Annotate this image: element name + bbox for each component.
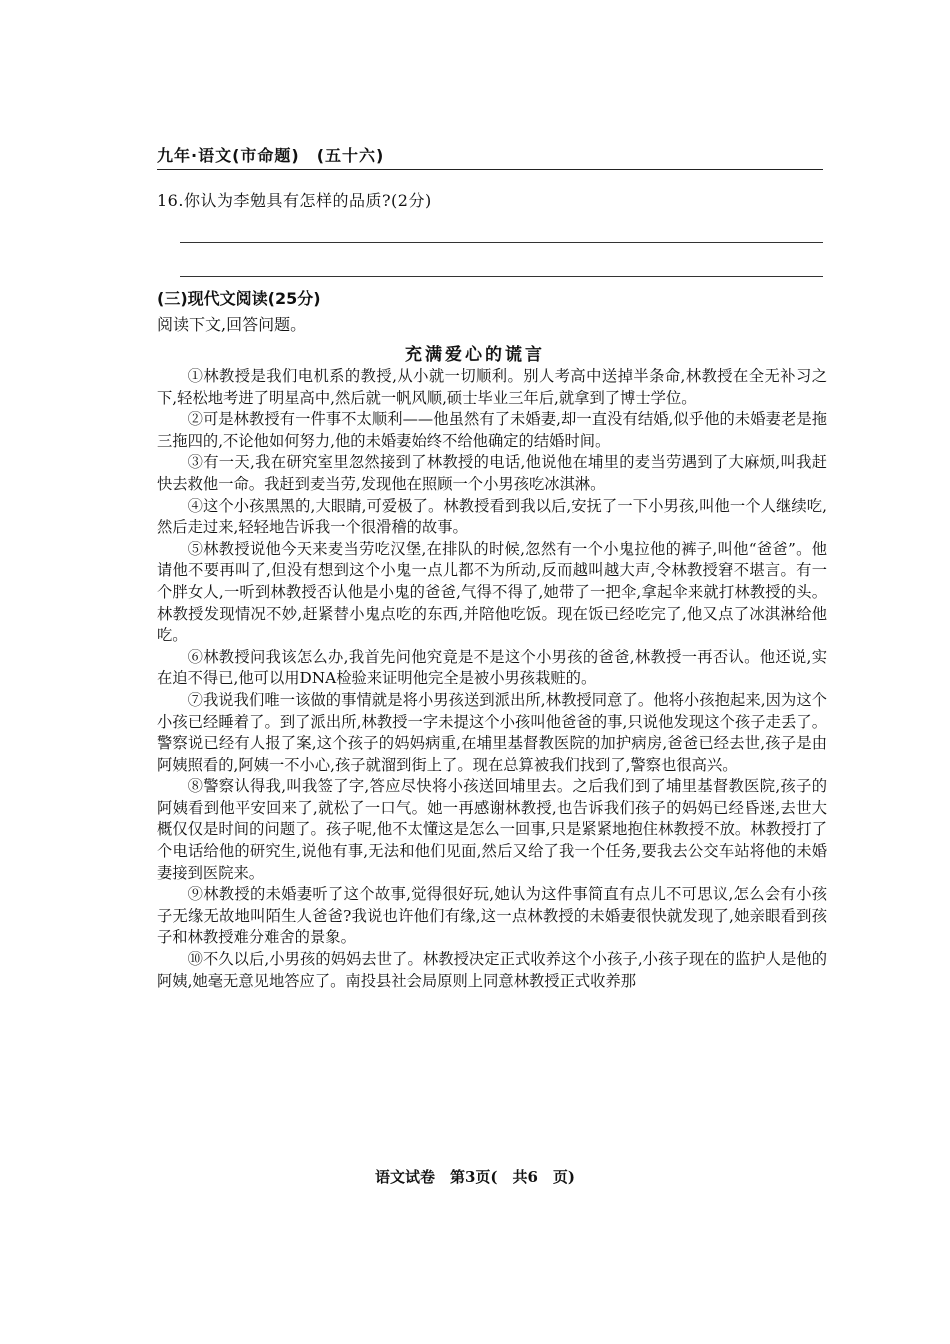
- answer-line[interactable]: [180, 276, 823, 277]
- reading-instruction: 阅读下文,回答问题。: [157, 315, 307, 334]
- paragraph-6: ⑥林教授问我该怎么办,我首先问他究竟是不是这个小男孩的爸爸,林教授一再否认。他还说,实在迫不得已,他可以用DNA检验来证明他完全是被小男孩栽赃的。: [157, 647, 827, 688]
- paragraph-2: ②可是林教授有一件事不太顺利——他虽然有了未婚妻,却一直没有结婚,似乎他的未婚妻老是拖三拖四的,不论他如何努力,他的未婚妻始终不给他确定的结婚时间。: [157, 410, 827, 450]
- paragraph-4: ④这个小孩黑黑的,大眼睛,可爱极了。林教授看到我以后,安抚了一下小男孩,叫他一个人继续吃,然后走过来,轻轻地告诉我一个很滑稽的故事。: [157, 496, 827, 537]
- paragraph-9: ⑨林教授的未婚妻听了这个故事,觉得很好玩,她认为这件事简直有点儿不可思议,怎么会有小孩子无缘无故地叫陌生人爸爸?我说也许他们有缘,这一点林教授的未婚妻很快就发现了,她亲眼看到孩子和林教授难分难舍的景象。: [157, 885, 827, 947]
- article-title: 充满爱心的谎言: [405, 345, 545, 365]
- paragraph-5: ⑤林教授说他今天来麦当劳吃汉堡,在排队的时候,忽然有一个小鬼拉他的裤子,叫他“爸爸”。他请他不要再叫了,但没有想到这个小鬼一点儿都不为所动,反而越叫越大声,令林教授窘不堪言。有一个胖女人,一听到林教授否认他是小鬼的爸爸,气得不得了,她带了一把伞,拿起伞来就打林教授的头。林教授发现情况不妙,赶紧替小鬼点吃的东西,并陪他吃饭。现在饭已经吃完了,他又点了冰淇淋给他吃。: [157, 539, 827, 645]
- paragraph-7: ⑦我说我们唯一该做的事情就是将小男孩送到派出所,林教授同意了。他将小孩抱起来,因为这个小孩已经睡着了。到了派出所,林教授一字未提这个小孩叫他爸爸的事,只说他发现这个孩子走丢了。警察说已经有人报了案,这个孩子的妈妈病重,在埔里基督教医院的加护病房,爸爸已经去世,孩子是由阿姨照看的,阿姨一不小心,孩子就溜到街上了。现在总算被我们找到了,警察也很高兴。: [157, 690, 827, 774]
- header-divider: [157, 169, 823, 170]
- paragraph-10: ⑩不久以后,小男孩的妈妈去世了。林教授决定正式收养这个小孩子,小孩子现在的监护人是他的阿姨,她毫无意见地答应了。南投县社会局原则上同意林教授正式收养那: [157, 950, 827, 990]
- paragraph-3: ③有一天,我在研究室里忽然接到了林教授的电话,他说他在埔里的麦当劳遇到了大麻烦,叫我赶快去救他一命。我赶到麦当劳,发现他在照顾一个小男孩吃冰淇淋。: [157, 453, 827, 493]
- article-body: [157, 366, 827, 992]
- paragraph-8: ⑧警察认得我,叫我签了字,答应尽快将小孩送回埔里去。之后我们到了埔里基督教医院,孩子的阿姨看到他平安回来了,就松了一口气。她一再感谢林教授,也告诉我们孩子的妈妈已经昏迷,去世大概仅仅是时间的问题了。孩子呢,他不太懂这是怎么一回事,只是紧紧地抱住林教授不放。林教授打了个电话给他的研究生,说他有事,无法和他们见面,然后又给了我一个任务,要我去公交车站将他的未婚妻接到医院来。: [157, 777, 827, 882]
- page-header: 九年·语文(市命题) (五十六): [157, 146, 385, 165]
- question-16: 16.你认为李勉具有怎样的品质?(2分): [157, 191, 432, 210]
- page-footer: 语文试卷 第3页( 共6 页): [374, 1168, 576, 1186]
- section-title: (三)现代文阅读(25分): [157, 289, 321, 308]
- answer-line[interactable]: [180, 242, 823, 243]
- paragraph-1: ①林教授是我们电机系的教授,从小就一切顺利。别人考高中送掉半条命,林教授在全无补习之下,轻松地考进了明星高中,然后就一帆风顺,硕士毕业三年后,就拿到了博士学位。: [157, 367, 827, 407]
